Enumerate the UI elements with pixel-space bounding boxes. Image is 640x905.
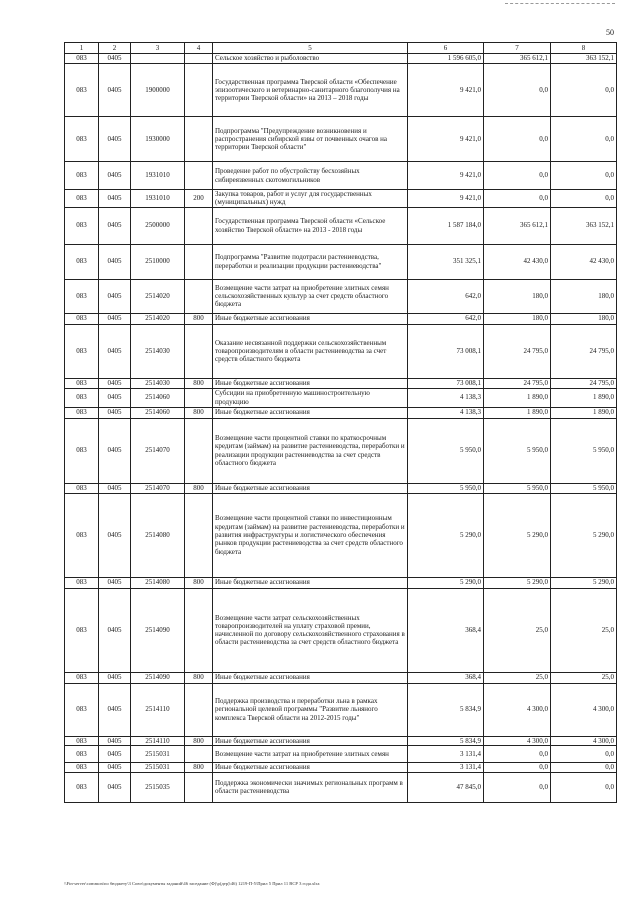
cell-c1: 083 (65, 588, 99, 672)
cell-c1: 083 (65, 672, 99, 683)
cell-v7: 25,0 (484, 588, 551, 672)
table-row (65, 378, 617, 388)
cell-c4 (185, 244, 213, 279)
cell-c3: 2514080 (131, 493, 185, 577)
cell-c3: 2500000 (131, 207, 185, 244)
row-description: Иные бюджетные ассигнования (213, 762, 408, 772)
cell-c4 (185, 683, 213, 736)
cell-v8: 25,0 (551, 588, 617, 672)
column-header: 8 (551, 43, 617, 54)
cell-v7: 4 300,0 (484, 683, 551, 736)
row-description: Подпрограмма "Развитие подотрасли растениеводства, переработки и реализации продукции растениеводства" (213, 244, 408, 279)
table-row (65, 117, 617, 162)
cell-v6: 5 950,0 (408, 418, 484, 483)
cell-c3: 2514030 (131, 324, 185, 378)
cell-v6: 1 587 184,0 (408, 207, 484, 244)
cell-v8: 5 950,0 (551, 483, 617, 493)
page-number: 50 (606, 28, 614, 37)
row-description: Оказание несвязанной поддержки сельскохозяйственным товаропроизводителям в области растениеводства за счет средств областного бюджета (213, 324, 408, 378)
cell-v6: 73 008,1 (408, 324, 484, 378)
cell-c1: 083 (65, 244, 99, 279)
cell-c4 (185, 745, 213, 762)
table-row (65, 493, 617, 577)
cell-c3: 1931010 (131, 162, 185, 190)
cell-c4: 800 (185, 483, 213, 493)
cell-v8: 0,0 (551, 762, 617, 772)
cell-v8: 24 795,0 (551, 324, 617, 378)
column-header: 1 (65, 43, 99, 54)
cell-v6: 5 950,0 (408, 483, 484, 493)
row-description: Возмещение части процентной ставки по краткосрочным кредитам (займам) на развитие растениеводства, переработки и реализации продукции растениеводства за счет средств областного бюджета (213, 418, 408, 483)
cell-v7: 1 890,0 (484, 388, 551, 407)
cell-v8: 363 152,1 (551, 54, 617, 64)
cell-v7: 365 612,1 (484, 54, 551, 64)
cell-c4: 800 (185, 407, 213, 418)
cell-v6: 642,0 (408, 313, 484, 324)
cell-c2: 0405 (99, 279, 131, 313)
table-row (65, 64, 617, 117)
cell-c1: 083 (65, 483, 99, 493)
row-description: Субсидии на приобретенную машиностроительную продукцию (213, 388, 408, 407)
table-row (65, 418, 617, 483)
cell-v7: 365 612,1 (484, 207, 551, 244)
cell-v6: 9 421,0 (408, 64, 484, 117)
row-description: Государственная программа Тверской области «Сельское хозяйство Тверской области» на 2013 - 2018 годы (213, 207, 408, 244)
cell-v8: 1 890,0 (551, 407, 617, 418)
cell-c1: 083 (65, 772, 99, 802)
cell-v8: 0,0 (551, 117, 617, 162)
cell-v6: 5 834,9 (408, 683, 484, 736)
cell-c2: 0405 (99, 736, 131, 745)
column-header: 6 (408, 43, 484, 54)
cell-v8: 5 290,0 (551, 577, 617, 588)
cell-v7: 180,0 (484, 279, 551, 313)
row-description: Возмещение части затрат на приобретение элитных семян сельскохозяйственных культур за счет средств областного бюджета (213, 279, 408, 313)
cell-c1: 083 (65, 736, 99, 745)
cell-v6: 47 845,0 (408, 772, 484, 802)
row-description: Закупка товаров, работ и услуг для государственных (муниципальных) нужд (213, 190, 408, 208)
cell-v7: 25,0 (484, 672, 551, 683)
cell-v8: 42 430,0 (551, 244, 617, 279)
cell-v6: 4 138,3 (408, 388, 484, 407)
cell-v6: 368,4 (408, 672, 484, 683)
row-description: Возмещение части затрат на приобретение элитных семян (213, 745, 408, 762)
cell-v8: 4 300,0 (551, 683, 617, 736)
row-description: Сельское хозяйство и рыболовство (213, 54, 408, 64)
cell-v8: 0,0 (551, 64, 617, 117)
cell-c4 (185, 117, 213, 162)
row-description: Поддержка производства и переработки льна в рамках региональной целевой программы "Развитие льняного комплекса Тверской области на 2012-2015 годы" (213, 683, 408, 736)
table-row (65, 588, 617, 672)
cell-v7: 4 300,0 (484, 736, 551, 745)
column-number-row (65, 43, 617, 54)
cell-c2: 0405 (99, 588, 131, 672)
cell-c1: 083 (65, 407, 99, 418)
cell-v7: 5 290,0 (484, 577, 551, 588)
cell-v7: 24 795,0 (484, 378, 551, 388)
table-row (65, 672, 617, 683)
table-row (65, 745, 617, 762)
cell-c3: 1930000 (131, 117, 185, 162)
cell-v6: 5 290,0 (408, 577, 484, 588)
cell-c3: 2514030 (131, 378, 185, 388)
cell-v6: 1 596 605,0 (408, 54, 484, 64)
cell-v8: 25,0 (551, 672, 617, 683)
cell-c1: 083 (65, 683, 99, 736)
cell-v7: 0,0 (484, 762, 551, 772)
row-description: Государственная программа Тверской области «Обеспечение эпизоотического и ветеринарно-санитарного благополучия на территории Тверской области» на 2013 – 2018 годы (213, 64, 408, 117)
cell-c4 (185, 162, 213, 190)
cell-c3: 2514020 (131, 313, 185, 324)
cell-c3: 2514080 (131, 577, 185, 588)
cell-v8: 0,0 (551, 162, 617, 190)
file-path-footer: \\Fin-server\common\по бюджету\3 Союз\документы заданий\46 заседание (Ф)\р(дер)\46) 1219-П-5\Прил 5 Прил 11 ВСР 3 года.xlsx (64, 881, 320, 886)
cell-c3: 2515031 (131, 762, 185, 772)
cell-c4 (185, 388, 213, 407)
cell-v7: 0,0 (484, 745, 551, 762)
cell-v6: 5 290,0 (408, 493, 484, 577)
cell-c4 (185, 207, 213, 244)
cell-c3: 2514060 (131, 388, 185, 407)
cell-c3: 2514060 (131, 407, 185, 418)
cell-c3: 1900000 (131, 64, 185, 117)
cell-v7: 42 430,0 (484, 244, 551, 279)
column-header: 5 (213, 43, 408, 54)
table-row (65, 483, 617, 493)
cell-c4 (185, 324, 213, 378)
cell-c4 (185, 64, 213, 117)
cell-v7: 0,0 (484, 190, 551, 208)
table-row (65, 407, 617, 418)
table-row (65, 736, 617, 745)
cell-v7: 0,0 (484, 772, 551, 802)
cell-c1: 083 (65, 54, 99, 64)
table-row (65, 244, 617, 279)
row-description: Возмещение части процентной ставки по инвестиционным кредитам (займам) на развитие растениеводства, переработки и развития инфраструктуры и логистического обеспечения рынков продукции растениеводства за счет средств областного бюджета (213, 493, 408, 577)
cell-v8: 363 152,1 (551, 207, 617, 244)
table-row (65, 577, 617, 588)
cell-v6: 642,0 (408, 279, 484, 313)
cell-v8: 0,0 (551, 745, 617, 762)
cell-c4: 800 (185, 577, 213, 588)
column-header: 7 (484, 43, 551, 54)
cell-c4: 800 (185, 736, 213, 745)
cell-c2: 0405 (99, 388, 131, 407)
cell-c1: 083 (65, 745, 99, 762)
cell-v7: 1 890,0 (484, 407, 551, 418)
cell-v8: 5 950,0 (551, 418, 617, 483)
cell-c3: 2515035 (131, 772, 185, 802)
cell-c4: 800 (185, 672, 213, 683)
cell-c1: 083 (65, 190, 99, 208)
table-row (65, 54, 617, 64)
cell-c2: 0405 (99, 378, 131, 388)
cell-c2: 0405 (99, 577, 131, 588)
row-description: Подпрограмма "Предупреждение возникновения и распространения сибирской язвы от почвенных очагов на территории Тверской области" (213, 117, 408, 162)
cell-v6: 3 131,4 (408, 762, 484, 772)
cell-c2: 0405 (99, 162, 131, 190)
cell-c1: 083 (65, 64, 99, 117)
cell-c2: 0405 (99, 117, 131, 162)
cell-v8: 5 290,0 (551, 493, 617, 577)
cell-c2: 0405 (99, 207, 131, 244)
cell-c4: 800 (185, 313, 213, 324)
table-row (65, 324, 617, 378)
cell-c1: 083 (65, 117, 99, 162)
cell-v7: 5 290,0 (484, 493, 551, 577)
column-header: 2 (99, 43, 131, 54)
cell-v7: 0,0 (484, 117, 551, 162)
cell-v7: 0,0 (484, 64, 551, 117)
table-row (65, 162, 617, 190)
cell-c1: 083 (65, 762, 99, 772)
cell-c1: 083 (65, 418, 99, 483)
cell-c4 (185, 772, 213, 802)
cell-v8: 0,0 (551, 190, 617, 208)
row-description: Иные бюджетные ассигнования (213, 313, 408, 324)
cell-v7: 24 795,0 (484, 324, 551, 378)
cell-c4 (185, 588, 213, 672)
cell-c2: 0405 (99, 493, 131, 577)
row-description: Иные бюджетные ассигнования (213, 672, 408, 683)
cell-c1: 083 (65, 388, 99, 407)
cell-v6: 5 834,9 (408, 736, 484, 745)
cell-c3: 2514090 (131, 672, 185, 683)
cell-c2: 0405 (99, 683, 131, 736)
cell-c2: 0405 (99, 64, 131, 117)
cell-c2: 0405 (99, 745, 131, 762)
cell-c4 (185, 418, 213, 483)
cell-v8: 180,0 (551, 279, 617, 313)
cell-c3: 2514070 (131, 483, 185, 493)
table-row (65, 190, 617, 208)
cell-v6: 351 325,1 (408, 244, 484, 279)
cell-v7: 5 950,0 (484, 418, 551, 483)
cell-c4: 200 (185, 190, 213, 208)
cell-c3: 2515031 (131, 745, 185, 762)
cell-c2: 0405 (99, 672, 131, 683)
row-description: Возмещение части затрат сельскохозяйственных товаропроизводителей на уплату страховой премии, начисленной по договору сельскохозяйственного страхования в области растениеводства за счет средств областного бюджета (213, 588, 408, 672)
cell-c4 (185, 54, 213, 64)
table-row (65, 388, 617, 407)
cell-v6: 4 138,3 (408, 407, 484, 418)
row-description: Иные бюджетные ассигнования (213, 378, 408, 388)
cell-v6: 9 421,0 (408, 162, 484, 190)
cell-v7: 0,0 (484, 162, 551, 190)
table-row (65, 772, 617, 802)
cell-c1: 083 (65, 378, 99, 388)
cell-v6: 9 421,0 (408, 117, 484, 162)
row-description: Проведение работ по обустройству бесхозяйных сибиреязвенных скотомогильников (213, 162, 408, 190)
table-row (65, 207, 617, 244)
cell-c1: 083 (65, 162, 99, 190)
cell-v6: 9 421,0 (408, 190, 484, 208)
cell-c4: 800 (185, 378, 213, 388)
cell-v7: 180,0 (484, 313, 551, 324)
cell-c3: 2514110 (131, 736, 185, 745)
cell-c3: 2514020 (131, 279, 185, 313)
cell-v8: 180,0 (551, 313, 617, 324)
cell-c2: 0405 (99, 244, 131, 279)
cell-c2: 0405 (99, 54, 131, 64)
cell-v8: 24 795,0 (551, 378, 617, 388)
cell-c2: 0405 (99, 772, 131, 802)
table-row (65, 313, 617, 324)
cell-c2: 0405 (99, 324, 131, 378)
row-description: Иные бюджетные ассигнования (213, 407, 408, 418)
cell-c4 (185, 493, 213, 577)
cell-c2: 0405 (99, 313, 131, 324)
row-description: Иные бюджетные ассигнования (213, 736, 408, 745)
column-header: 3 (131, 43, 185, 54)
table-row (65, 279, 617, 313)
cell-c2: 0405 (99, 190, 131, 208)
cell-v6: 3 131,4 (408, 745, 484, 762)
cell-c1: 083 (65, 279, 99, 313)
cell-c4: 800 (185, 762, 213, 772)
cell-c3 (131, 54, 185, 64)
cell-c1: 083 (65, 577, 99, 588)
budget-table (64, 42, 617, 803)
cell-c2: 0405 (99, 407, 131, 418)
cell-c2: 0405 (99, 762, 131, 772)
cell-c3: 2510000 (131, 244, 185, 279)
cell-c3: 2514090 (131, 588, 185, 672)
cell-v8: 0,0 (551, 772, 617, 802)
cell-v7: 5 950,0 (484, 483, 551, 493)
cell-c2: 0405 (99, 418, 131, 483)
cell-c4 (185, 279, 213, 313)
cell-v8: 4 300,0 (551, 736, 617, 745)
cell-c3: 2514070 (131, 418, 185, 483)
column-header: 4 (185, 43, 213, 54)
row-description: Иные бюджетные ассигнования (213, 577, 408, 588)
cell-v6: 368,4 (408, 588, 484, 672)
cell-v6: 73 008,1 (408, 378, 484, 388)
row-description: Поддержка экономически значимых региональных программ в области растениеводства (213, 772, 408, 802)
scan-top-marks (505, 3, 615, 5)
row-description: Иные бюджетные ассигнования (213, 483, 408, 493)
cell-c1: 083 (65, 313, 99, 324)
cell-c3: 1931010 (131, 190, 185, 208)
cell-c3: 2514110 (131, 683, 185, 736)
cell-c1: 083 (65, 207, 99, 244)
table-row (65, 683, 617, 736)
cell-v8: 1 890,0 (551, 388, 617, 407)
table-row (65, 762, 617, 772)
cell-c1: 083 (65, 324, 99, 378)
cell-c2: 0405 (99, 483, 131, 493)
table-body (65, 54, 617, 803)
cell-c1: 083 (65, 493, 99, 577)
